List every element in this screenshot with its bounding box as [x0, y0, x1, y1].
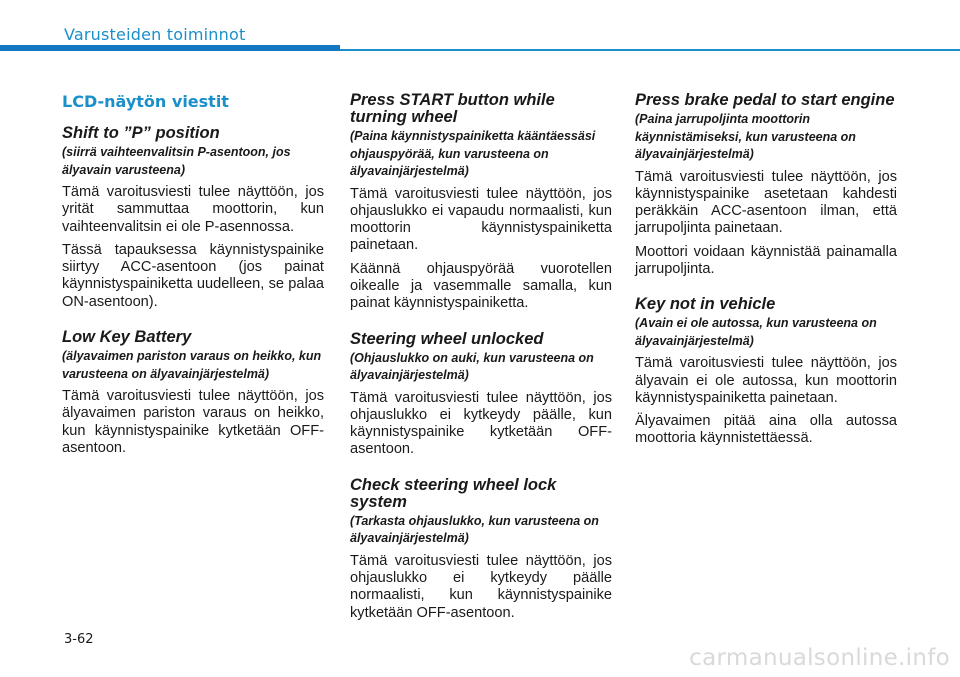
message-title: Key not in vehicle — [635, 295, 776, 314]
chapter-heading: LCD-näytön viestit — [62, 92, 229, 111]
message-block — [635, 92, 897, 278]
message-title: Steering wheel unlocked — [350, 329, 544, 348]
message-block — [350, 331, 612, 459]
message-paragraph: Tämä varoitusviesti tulee näyttöön, jos älyavaimen pariston varaus on heikko, kun käynnistyspainike kytketään OFF-asentoon. — [62, 388, 324, 456]
message-block — [350, 92, 612, 313]
column-1 — [62, 92, 324, 475]
message-paragraph: Käännä ohjauspyörää vuorotellen oikealle ja vasemmalle samalla, kun painat käynnistyspainiketta. — [350, 260, 612, 312]
message-title: Low Key Battery — [62, 328, 192, 347]
message-paragraph: Älyavaimen pitää aina olla autossa moottoria käynnistettäessä. — [635, 413, 897, 447]
message-block — [350, 477, 612, 622]
message-paragraph: Tämä varoitusviesti tulee näyttöön, jos ohjauslukko ei kytkeydy päälle, kun käynnistyspainike kytketään OFF-asentoon. — [350, 389, 612, 458]
message-subtitle: (Avain ei ole autossa, kun varusteena on älyavainjärjestelmä) — [635, 316, 877, 348]
message-paragraph: Tämä varoitusviesti tulee näyttöön, jos yrität sammuttaa moottorin, kun vaihteenvalitsin ei ole P-asennossa. — [62, 184, 324, 235]
message-title: Press START button while turning wheel — [350, 91, 555, 126]
watermark: carmanualsonline.info — [689, 645, 950, 671]
message-paragraph: Tässä tapauksessa käynnistyspainike siirtyy ACC-asentoon (jos painat käynnistyspainiketta uudelleen, se palaa ON-asentoon). — [62, 241, 324, 310]
header-rule-thick — [0, 45, 340, 51]
page-number: 3-62 — [64, 632, 94, 647]
header-rule-thin — [340, 49, 960, 51]
message-paragraph: Tämä varoitusviesti tulee näyttöön, jos käynnistyspainike asetetaan kahdesti peräkkäin ACC-asentoon ilman, että jarrupoljinta painetaan. — [635, 168, 897, 237]
message-block — [635, 296, 897, 447]
message-subtitle: (Paina jarrupoljinta moottorin käynnistämiseksi, kun varusteena on älyavainjärjestelmä) — [635, 112, 856, 161]
page-header — [0, 0, 960, 60]
message-paragraph: Tämä varoitusviesti tulee näyttöön, jos älyavain ei ole autossa, kun moottorin käynnistyspainiketta painetaan. — [635, 355, 897, 406]
message-paragraph: Tämä varoitusviesti tulee näyttöön, jos ohjauslukko ei kytkeydy päälle normaalisti, kun käynnistyspainike kytketään OFF-asentoon. — [350, 552, 612, 621]
section-title: Varusteiden toiminnot — [64, 25, 246, 44]
message-title: Shift to ”P” position — [62, 124, 220, 142]
message-subtitle: (älyavaimen pariston varaus on heikko, kun varusteena on älyavainjärjestelmä) — [62, 349, 322, 381]
message-title: Check steering wheel lock system — [350, 475, 557, 511]
message-subtitle: (Tarkasta ohjauslukko, kun varusteena on älyavainjärjestelmä) — [350, 513, 599, 546]
message-subtitle: (Ohjauslukko on auki, kun varusteena on älyavainjärjestelmä) — [350, 350, 594, 383]
message-paragraph: Tämä varoitusviesti tulee näyttöön, jos ohjauslukko ei vapaudu normaalisti, kun moottorin käynnistyspainiketta painetaan. — [350, 185, 612, 254]
message-paragraph: Moottori voidaan käynnistää painamalla jarrupoljinta. — [635, 243, 897, 277]
message-subtitle: (siirrä vaihteenvalitsin P-asentoon, jos älyavain varusteena) — [62, 145, 291, 177]
message-subtitle: (Paina käynnistyspainiketta kääntäessäsi ohjauspyörää, kun varusteena on älyavainjärjestelmä) — [350, 129, 596, 178]
column-2 — [350, 92, 612, 640]
column-3 — [635, 92, 897, 466]
message-block — [62, 125, 324, 311]
message-block — [62, 329, 324, 457]
message-title: Press brake pedal to start engine — [635, 91, 895, 109]
